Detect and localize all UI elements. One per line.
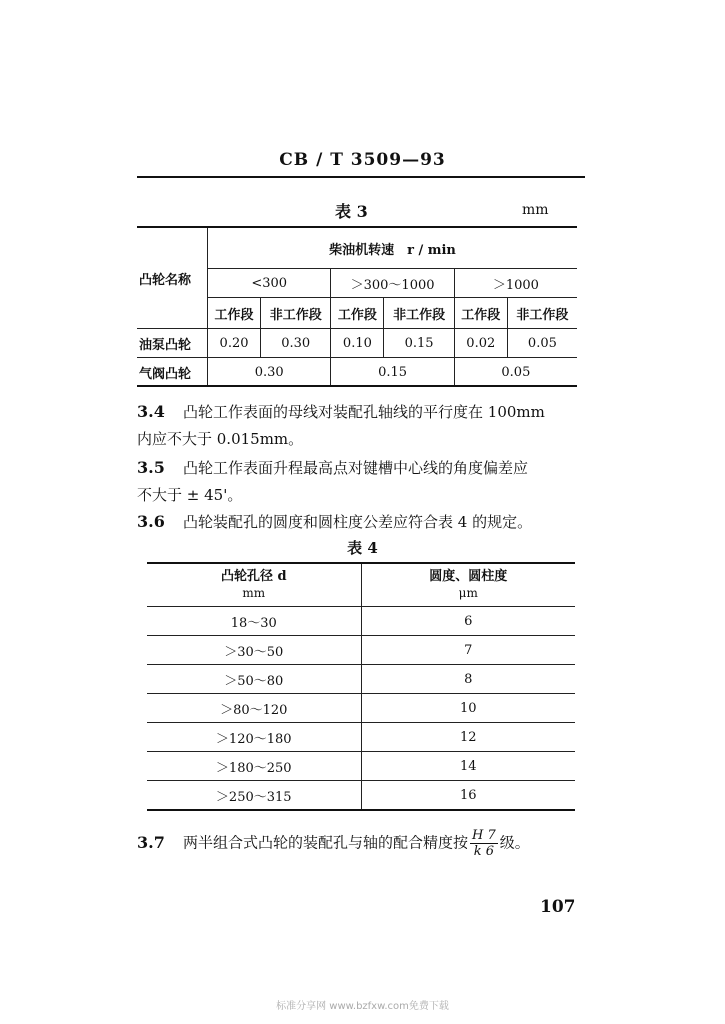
page-number: 107 [540,897,576,917]
table-row [147,752,575,781]
table4-col2-label: 圆度、圆柱度 [429,569,508,584]
fraction-numerator: H 7 [472,828,496,843]
section-text: 两半组合式凸轮的装配孔与轴的配合精度按 [183,833,469,852]
table3-cell: 0.20 [208,329,261,358]
table4-range: 18～30 [147,607,361,636]
section-text: 凸轮装配孔的圆度和圆柱度公差应符合表 4 的规定。 [183,513,533,531]
document-code: CB / T 3509—93 [279,150,446,170]
table4-range: ＞120～180 [147,723,361,752]
table-row [147,723,575,752]
section-text: 凸轮工作表面的母线对装配孔轴线的平行度在 100mm [183,403,545,421]
section-3-7 [137,828,597,859]
table4-value: 8 [361,665,575,694]
table4-value: 6 [361,607,575,636]
table3-cell: 0.05 [507,329,577,358]
table4 [147,562,575,811]
table3-subheader: 工作段 [208,298,261,329]
table3-range: ＞1000 [454,269,577,298]
table3-range: ＞300～1000 [331,269,454,298]
table3-bottom-rule [137,385,577,387]
table4-range: ＞80～120 [147,694,361,723]
table3-cell: 0.30 [208,358,331,387]
table4-col2-header [361,563,575,607]
table-row [147,607,575,636]
table3-cell: 0.15 [384,329,454,358]
section-text: 凸轮工作表面升程最高点对键槽中心线的角度偏差应 [183,459,529,477]
section-3-5 [137,454,597,509]
footer-watermark: 标准分享网 www.bzfxw.com免费下载 [276,1001,449,1012]
table3-range: <300 [208,269,331,298]
table3-title: 表 3 [335,202,368,221]
table3-subheader: 非工作段 [384,298,454,329]
section-3-4 [137,398,597,453]
fit-fraction [470,828,498,859]
table3-subheader: 非工作段 [507,298,577,329]
table-row [147,781,575,811]
section-number: 3.6 [137,512,165,531]
section-tail: 级。 [499,833,530,852]
table3-cell: 0.02 [454,329,507,358]
table4-range: ＞50～80 [147,665,361,694]
header-rule [137,176,585,178]
table-row [147,665,575,694]
table3-row-header: 凸轮名称 [137,228,208,329]
table4-range: ＞30～50 [147,636,361,665]
table3-subheader: 工作段 [454,298,507,329]
table4-col1-label: 凸轮孔径 d [220,569,287,584]
table4-value: 10 [361,694,575,723]
table3-cell: 0.30 [261,329,331,358]
table4-col1-unit: mm [242,586,266,600]
table4-col2-unit: μm [458,586,478,600]
table3-row-name: 油泵凸轮 [137,329,208,358]
table3 [137,228,577,386]
table4-range: ＞180～250 [147,752,361,781]
section-text-cont: 内应不大于 0.015mm。 [137,430,304,448]
table4-value: 16 [361,781,575,811]
table4-title: 表 4 [347,539,378,557]
table4-range: ＞250～315 [147,781,361,811]
table4-value: 12 [361,723,575,752]
table3-row-name: 气阀凸轮 [137,358,208,387]
table3-speed-header: 柴油机转速 r / min [208,228,578,269]
section-number: 3.4 [137,402,165,421]
section-3-6 [137,508,597,536]
table3-subheader: 工作段 [331,298,384,329]
table4-value: 14 [361,752,575,781]
section-number: 3.5 [137,458,165,477]
table3-cell: 0.05 [454,358,577,387]
table3-cell: 0.10 [331,329,384,358]
fraction-denominator: k 6 [473,844,495,859]
table4-value: 7 [361,636,575,665]
table-row [147,636,575,665]
table3-subheader: 非工作段 [261,298,331,329]
table4-col1-header [147,563,361,607]
table3-unit: mm [522,202,549,218]
section-number: 3.7 [137,832,165,852]
table-row [147,694,575,723]
section-text-cont: 不大于 ± 45'。 [137,486,243,504]
table3-cell: 0.15 [331,358,454,387]
